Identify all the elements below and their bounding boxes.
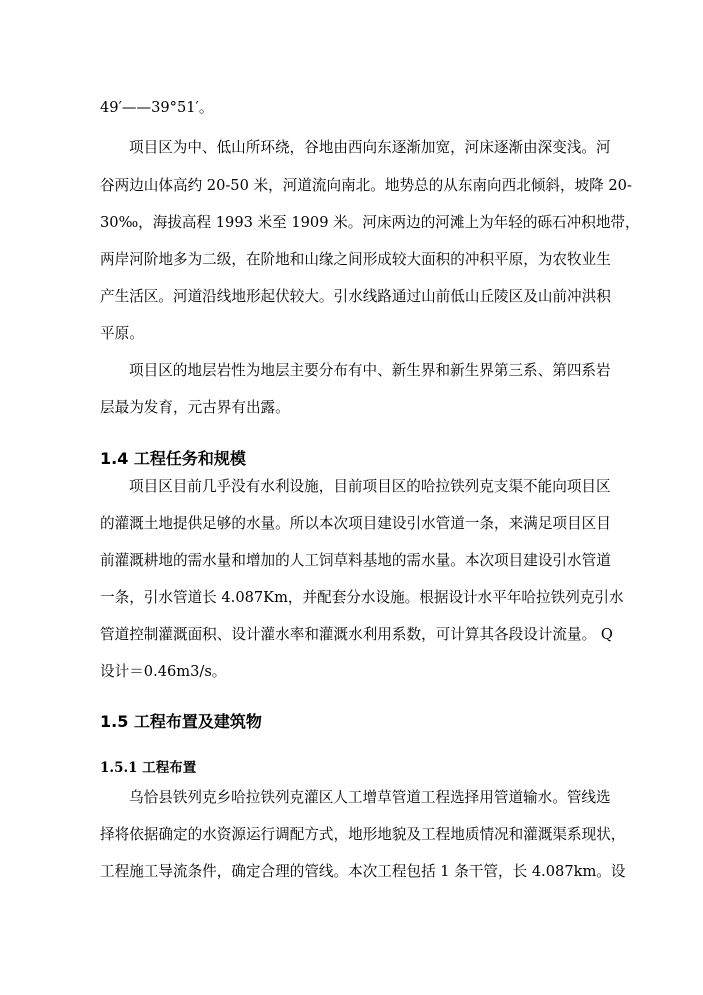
text-line: 的灌溉土地提供足够的水量。所以本次项目建设引水管道一条，来满足项目区目 — [100, 515, 611, 532]
text-line: 设计＝0.46m3/s。 — [100, 663, 227, 680]
section-heading-1-5: 1.5 工程布置及建筑物 — [100, 712, 262, 731]
text-line: 前灌溉耕地的需水量和增加的人工饲草料基地的需水量。本次项目建设引水管道 — [100, 552, 611, 569]
text-line: 两岸河阶地多为二级，在阶地和山缘之间形成较大面积的冲积平原，为农牧业生 — [100, 251, 611, 268]
text-line: 谷两边山体高约 20-50 米，河道流向南北。地势总的从东南向西北倾斜，坡降 20- — [100, 177, 632, 194]
section-heading-1-4: 1.4 工程任务和规模 — [100, 449, 246, 468]
text-line: 产生活区。河道沿线地形起伏较大。引水线路通过山前低山丘陵区及山前冲洪积 — [100, 288, 611, 305]
text-line: 工程施工导流条件，确定合理的管线。本次工程包括 1 条干管，长 4.087km。设 — [100, 863, 626, 880]
text-line: 项目区的地层岩性为地层主要分布有中、新生界和新生界第三系、第四系岩 — [129, 362, 611, 379]
text-line: 项目区目前几乎没有水利设施，目前项目区的哈拉铁列克支渠不能向项目区 — [129, 478, 611, 495]
text-line: 择将依据确定的水资源运行调配方式，地形地貌及工程地质情况和灌溉渠系现状， — [100, 826, 626, 843]
section-heading-1-5-1: 1.5.1 工程布置 — [100, 760, 197, 776]
text-line: 项目区为中、低山所环绕，谷地由西向东逐渐加宽，河床逐渐由深变浅。河 — [129, 139, 611, 156]
text-line: 平原。 — [100, 325, 144, 342]
text-line: 乌恰县铁列克乡哈拉铁列克灌区人工增草管道工程选择用管道输水。管线选 — [129, 789, 611, 806]
text-line: 一条，引水管道长 4.087Km，并配套分水设施。根据设计水平年哈拉铁列克引水 — [100, 589, 624, 606]
text-line: 管道控制灌溉面积、设计灌水率和灌溉水利用系数，可计算其各段设计流量。 Q — [100, 626, 613, 643]
text-line: 层最为发育，元古界有出露。 — [100, 399, 290, 416]
text-line: 30‰，海拔高程 1993 米至 1909 米。河床两边的河滩上为年轻的砾石冲积地带， — [100, 214, 640, 231]
text-line: 49′——39°51′。 — [100, 99, 214, 116]
